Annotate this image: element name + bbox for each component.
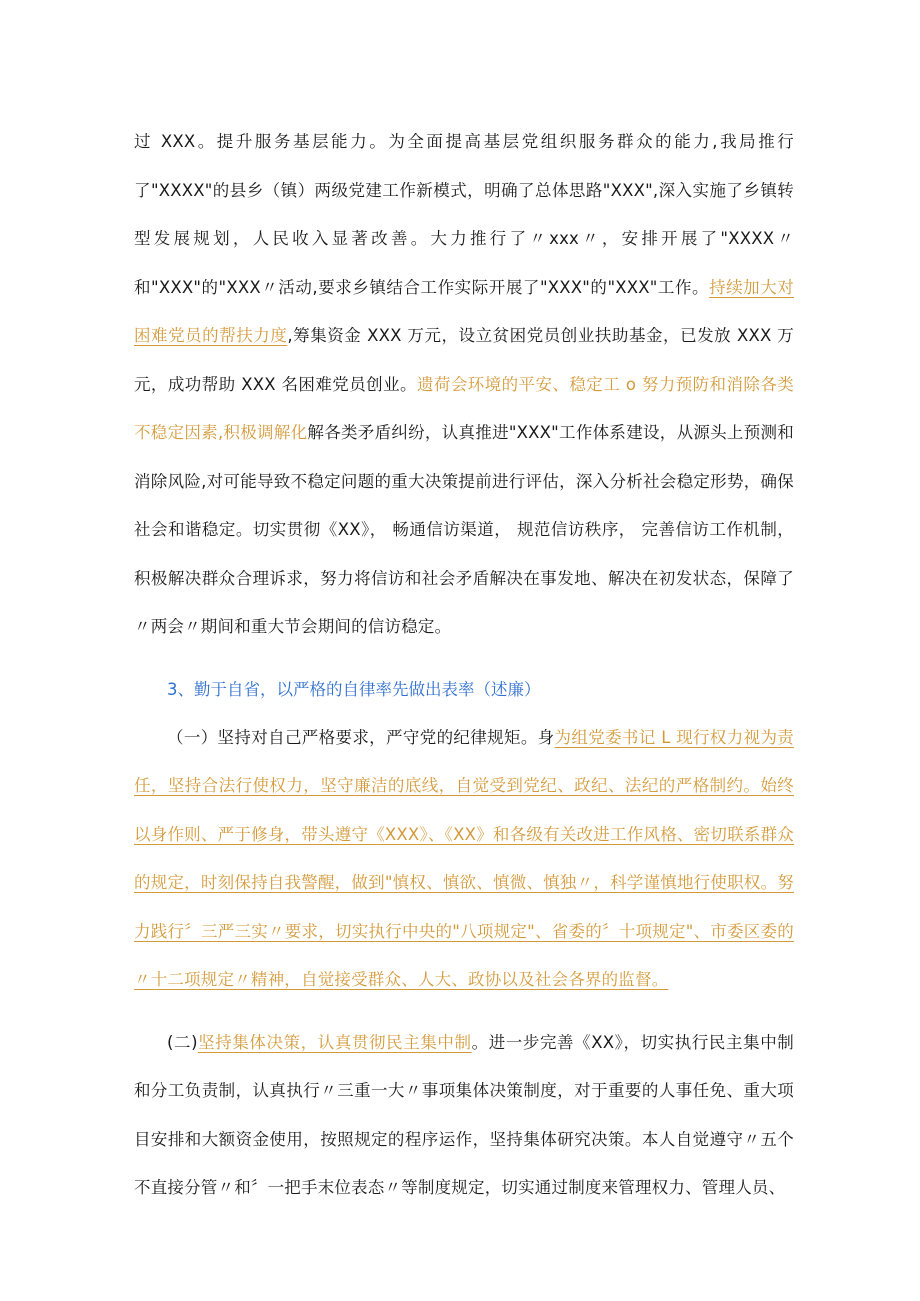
- spacer: [134, 1005, 794, 1019]
- section-heading: 3、勤于自省，以严格的自律率先做出表率（述廉）: [167, 679, 541, 699]
- paragraph-service-capacity: [134, 118, 794, 652]
- spacer: [134, 652, 794, 666]
- paragraph-text: 过 XXX。提升服务基层能力。为全面提高基层党组织服务群众的能力,我局推行了"XXXX"的县乡（镇）两级党建工作新模式，明确了总体思路"XXX",深入实施了乡镇转型发展规划，人民收入显著改善。大力推行了〃xxx〃，安排开展了"XXXX〃和"XXX"的"XXX〃活动,要求乡镇结合工作实际开展了"XXX"的"XXX"工作。: [134, 132, 794, 297]
- highlighted-text: 为组党委书记 L 现行权力视为责任，坚持合法行使权力，坚守廉洁的底线，自觉受到党纪、政纪、法纪的严格制约。始终以身作则、严于修身，带头遵守《XXX》、《XX》和各级有关改进工作风格、密切联系群众的规定，时刻保持自我警醒，做到"慎权、慎欲、慎微、慎独〃，科学谨慎地行使职权。努力践行〞三严三实〃要求，切实执行中央的"八项规定"、省委的〞十项规定"、市委区委的〃十二项规定〃精神，自觉接受群众、人大、政协以及社会各界的监督。: [134, 727, 794, 989]
- paragraph-text: (二): [167, 1032, 198, 1052]
- paragraph-collective-decision: [134, 1019, 794, 1213]
- highlighted-text: 持续加大对困难党员的帮扶力度: [134, 277, 794, 345]
- document-page: [134, 118, 794, 1213]
- paragraph-text: 。进一步完善《XX》，切实执行民主集中制和分工负责制，认真执行〃三重一大〃事项集体决策制度，对于重要的人事任免、重大项目安排和大额资金使用，按照规定的程序运作，坚持集体研究决策。本人自觉遵守〃五个不直接分管〃和〞一把手末位表态〃等制度规定，切实通过制度来管理权力、管理人员、: [134, 1032, 794, 1197]
- paragraph-text: （一）坚持对自己严格要求，严守党的纪律规矩。身: [167, 727, 555, 747]
- highlighted-text: 遗荷会环境的平安、稳定工 o 努力预防和消除各类不稳定因素,积极调解化: [134, 374, 794, 442]
- highlighted-text: 坚持集体决策，认真贯彻民主集中制: [197, 1032, 472, 1052]
- paragraph-self-discipline: [134, 714, 794, 1005]
- paragraph-text: ,筹集资金 XXX 万元，设立贫困党员创业扶助基金，已发放 XXX 万元，成功帮助 XXX 名困难党员创业。: [134, 326, 794, 394]
- paragraph-text: 解各类矛盾纠纷，认真推进"XXX"工作体系建设，从源头上预测和消除风险,对可能导致不稳定问题的重大决策提前进行评估，深入分析社会稳定形势，确保社会和谐稳定。切实贯彻《XX》， 畅通信访渠道， 规范信访秩序， 完善信访工作机制，积极解决群众合理诉求，努力将信访和社会矛盾解决在事发地、解决在初发状态，保障了〃两会〃期间和重大节会期间的信访稳定。: [134, 423, 794, 636]
